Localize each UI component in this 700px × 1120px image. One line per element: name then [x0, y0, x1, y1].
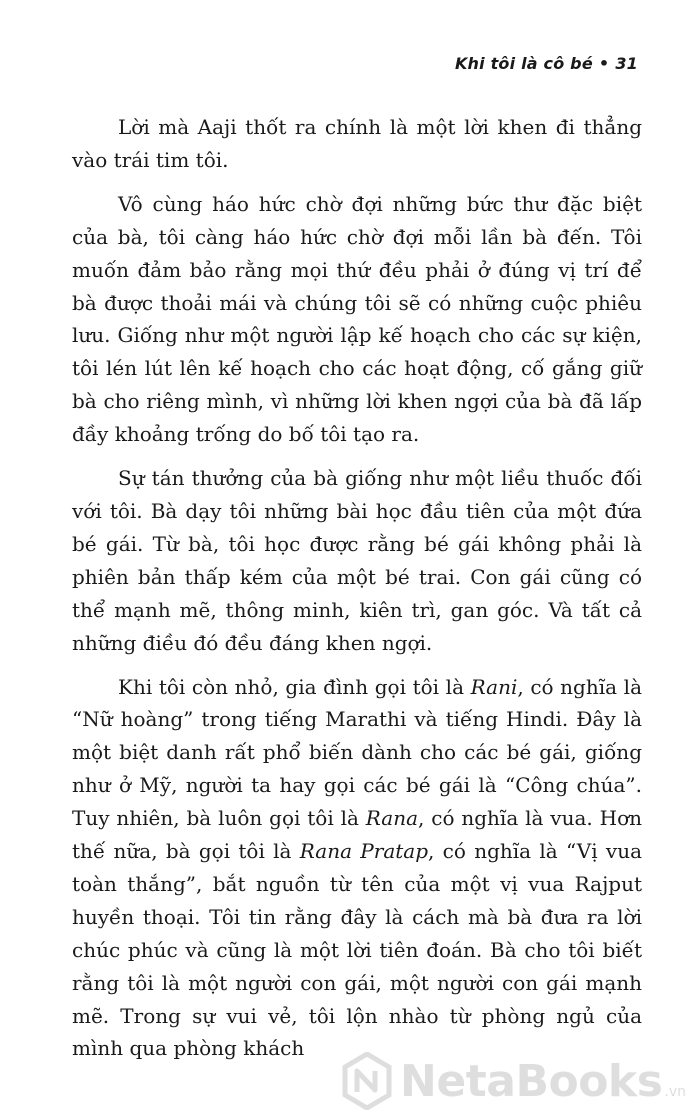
running-title: Khi tôi là cô bé — [454, 54, 593, 73]
paragraph-text: Sự tán thưởng của bà giống như một liều thuốc đối với tôi. Bà dạy tôi những bài học đầu tiên của một đứa bé gái. Từ bà, tôi học được rằng bé gái không phải là phiên bản thấp kém của một bé trai. Con gái cũng có thể mạnh mẽ, thông minh, kiên trì, gan góc. Và tất cả những điều đó đều đáng khen ngợi. — [72, 466, 642, 655]
paragraph-text: Lời mà Aaji thốt ra chính là một lời khen đi thẳng vào trái tim tôi. — [72, 115, 642, 172]
watermark — [342, 1052, 686, 1110]
name-rani: Rani — [470, 674, 518, 699]
watermark-brand: NetaBooks — [400, 1055, 663, 1107]
header-separator: • — [598, 54, 610, 73]
paragraph-text: , có nghĩa là vua. Hơn thế nữa, bà gọi tôi là — [72, 806, 642, 864]
paragraph — [72, 111, 642, 177]
watermark-suffix: .vn — [664, 1084, 686, 1100]
name-rana: Rana — [365, 806, 419, 831]
paragraph — [72, 462, 642, 659]
page-number: 31 — [615, 54, 638, 73]
paragraph — [72, 671, 642, 1066]
name-rana-pratap: Rana Pratap — [299, 839, 429, 864]
paragraph — [72, 188, 642, 451]
paragraph-text: , có nghĩa là “Nữ hoàng” trong tiếng Marathi và tiếng Hindi. Đây là một biệt danh rất phổ biến dành cho các bé gái, giống như ở Mỹ, người ta hay gọi các bé gái là “Công chúa”. Tuy nhiên, bà luôn gọi tôi là — [72, 674, 642, 831]
page-body — [72, 111, 642, 1076]
paragraph-text: Vô cùng háo hức chờ đợi những bức thư đặc biệt của bà, tôi càng háo hức chờ đợi mỗi lần bà đến. Tôi muốn đảm bảo rằng mọi thứ đều phải ở đúng vị trí để bà được thoải mái và chúng tôi sẽ có những cuộc phiêu lưu. Giống như một người lập kế hoạch cho các sự kiện, tôi lén lút lên kế hoạch cho các hoạt động, cố gắng giữ bà cho riêng mình, vì những lời khen ngợi của bà đã lấp đầy khoảng trống do bố tôi tạo ra. — [72, 191, 642, 447]
running-header — [455, 54, 638, 73]
paragraph-text: Khi tôi còn nhỏ, gia đình gọi tôi là — [118, 674, 471, 699]
netabooks-logo-icon — [342, 1052, 392, 1110]
paragraph-text: , có nghĩa là “Vị vua toàn thắng”, bắt nguồn từ tên của một vị vua Rajput huyền thoại. Tôi tin rằng đây là cách mà bà đưa ra lời chúc phúc và cũng là một lời tiên đoán. Bà cho tôi biết rằng tôi là một người con gái, một người con gái mạnh mẽ. Trong sự vui vẻ, tôi lộn nhào từ phòng ngủ của mình qua phòng khách — [72, 839, 642, 1061]
